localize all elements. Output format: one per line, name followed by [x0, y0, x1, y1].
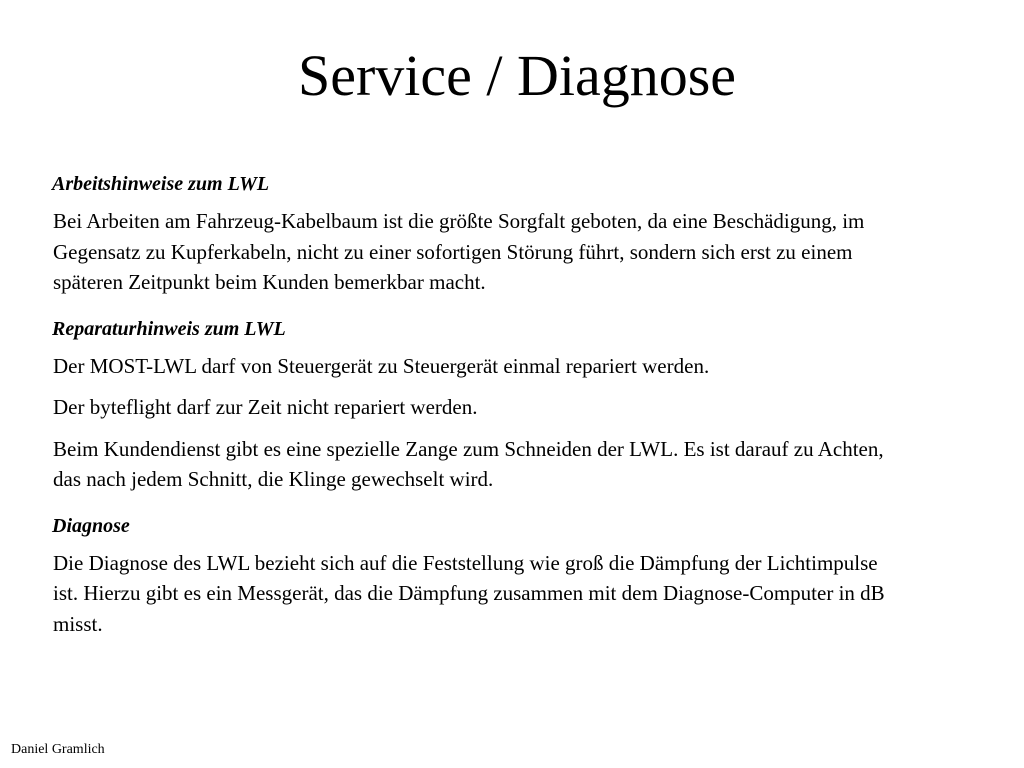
paragraph-byteflight: Der byteflight darf zur Zeit nicht repariert werden. [53, 395, 478, 419]
slide-content [53, 170, 893, 650]
paragraph-arbeitshinweise: Bei Arbeiten am Fahrzeug-Kabelbaum ist die größte Sorgfalt geboten, da eine Beschädigung, im Gegensatz zu Kupferkabeln, nicht zu einer sofortigen Störung führt, sondern sich erst zu einem späteren Zeitpunkt beim Kunden bemerkbar macht. [53, 209, 865, 294]
footer-author: Daniel Gramlich [11, 742, 105, 757]
section-reparaturhinweis [53, 315, 893, 495]
section-arbeitshinweise [53, 170, 893, 298]
slide-title: Service / Diagnose [297, 43, 737, 108]
section-heading-arbeitshinweise: Arbeitshinweise zum LWL [52, 173, 270, 195]
paragraph-most-lwl: Der MOST-LWL darf von Steuergerät zu Steuergerät einmal repariert werden. [53, 353, 710, 378]
section-diagnose [53, 512, 893, 640]
section-heading-diagnose: Diagnose [52, 514, 130, 537]
section-heading-reparaturhinweis: Reparaturhinweis zum LWL [52, 317, 286, 340]
paragraph-diagnose: Die Diagnose des LWL bezieht sich auf die Feststellung wie groß die Dämpfung der Lichtimpulse ist. Hierzu gibt es ein Messgerät, das die Dämpfung zusammen mit dem Diagnose-Computer in dB misst. [53, 550, 885, 636]
paragraph-zange: Beim Kundendienst gibt es eine spezielle Zange zum Schneiden der LWL. Es ist darauf zu Achten, das nach jedem Schnitt, die Klinge gewechselt wird. [53, 436, 884, 491]
